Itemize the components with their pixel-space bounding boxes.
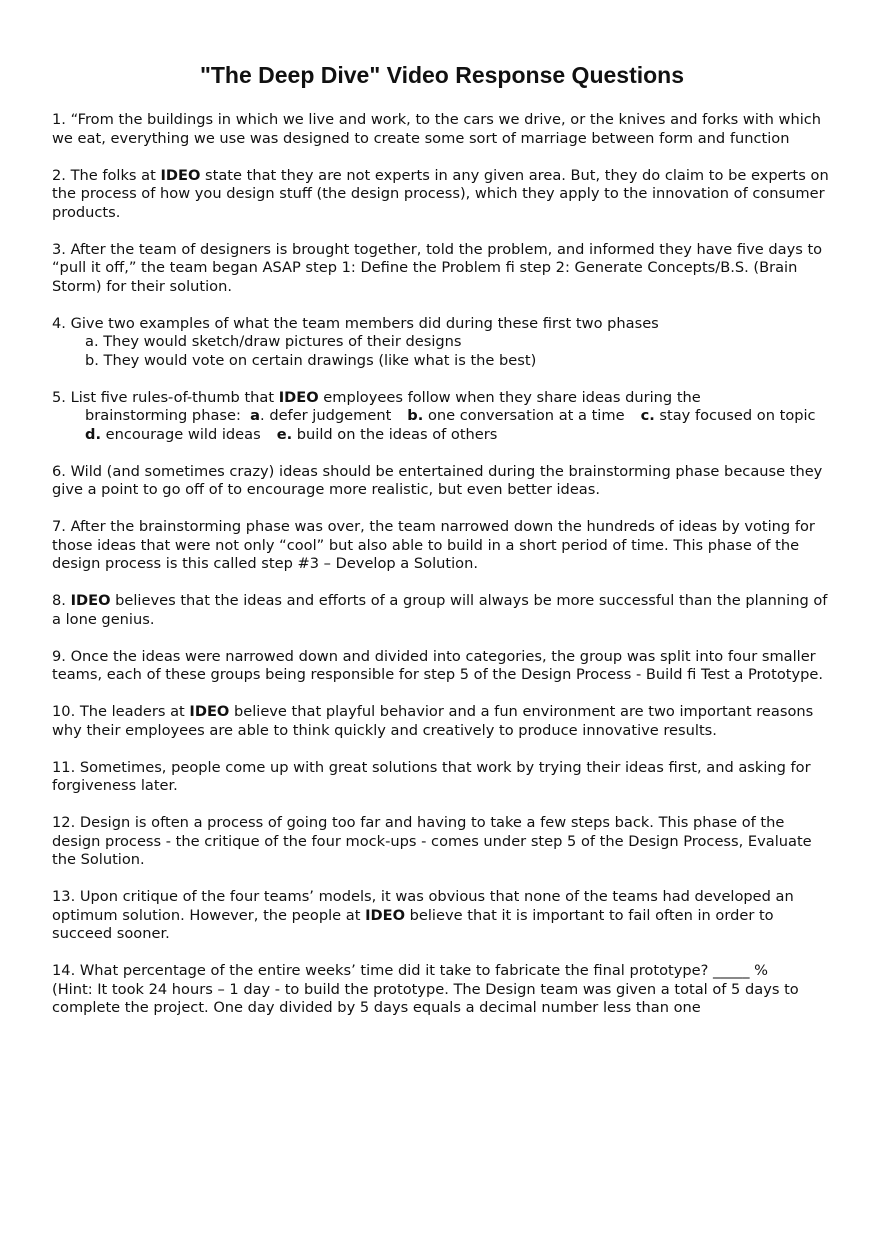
question-12-text: 12. Design is often a process of going too far and having to take a few steps back. This phase of the design process - the critique of the four mock-ups - comes under step 5 of the Design Process, Evaluate the Solution. [52, 814, 812, 868]
question-2 [52, 167, 832, 223]
question-10 [52, 703, 832, 740]
question-10-post: believe that playful behavior and a fun environment are two important reasons why their employees are able to think quickly and creatively to produce innovative results. [52, 703, 814, 739]
question-9-text: 9. Once the ideas were narrowed down and divided into categories, the group was split into four smaller teams, each of these groups being responsible for step 5 of the Design Process - Build ﬁ Test a Prototype. [52, 647, 823, 683]
org-name: IDEO [365, 906, 405, 924]
rule-letter: e. [276, 425, 293, 443]
question-5-post: employees follow when they share ideas during the [318, 388, 701, 406]
question-13-pre: 13. Upon critique of the four teams’ models, it was obvious that none of the teams had developed an optimum solution. However, the people at [52, 888, 794, 924]
question-13 [52, 888, 832, 944]
question-2-post: state that they are not experts in any given area. But, they do claim to be experts on the process of how you design stuff (the design process), which they apply to the innovation of consumer products. [52, 166, 829, 221]
rule-letter: d. [85, 425, 101, 443]
rule-text: one conversation at a time [427, 407, 625, 424]
question-14-text: 14. What percentage of the entire weeks’ time did it take to fabricate the final prototype? _____ % [52, 962, 768, 979]
question-2-pre: 2. The folks at [52, 166, 161, 184]
question-12 [52, 814, 832, 870]
question-8-pre: 8. [52, 592, 71, 609]
question-13-post: believe that it is important to fail often in order to succeed sooner. [52, 906, 774, 942]
question-5 [52, 389, 832, 445]
question-10-pre: 10. The leaders at [52, 703, 190, 720]
question-14-hint: (Hint: It took 24 hours – 1 day - to build the prototype. The Design team was given a total of 5 days to complete the project. One day divided by 5 days equals a decimal number less than one [52, 980, 799, 1016]
question-4-text: 4. Give two examples of what the team members did during these first two phases [52, 314, 659, 332]
rule-letter: b. [407, 407, 424, 424]
question-5-rules: brainstorming phase: a. defer judgement b. one conversation at a time c. stay focused on topicd. encourage wild ideas e. build on the ideas of others [85, 407, 816, 443]
question-11-text: 11. Sometimes, people come up with great solutions that work by trying their ideas first, and asking for forgiveness later. [52, 758, 811, 794]
org-name: IDEO [160, 166, 201, 184]
org-name: IDEO [278, 388, 319, 406]
question-4-answer-a: a. They would sketch/draw pictures of their designs [85, 333, 462, 350]
rule-letter: a [250, 407, 261, 424]
rule-text: stay focused on topic [659, 407, 816, 424]
question-5-phase: brainstorming phase: [85, 407, 241, 424]
question-9 [52, 648, 832, 685]
question-4-answer-b: b. They would vote on certain drawings (like what is the best) [85, 351, 537, 369]
question-1-text: 1. “From the buildings in which we live and work, to the cars we drive, or the knives and forks with which we eat, everything we use was designed to create some sort of marriage between form and function [52, 111, 822, 147]
question-5-pre: 5. List five rules-of-thumb that [52, 388, 279, 406]
org-name: IDEO [70, 592, 111, 609]
rule-letter: c. [640, 407, 655, 424]
question-6-text: 6. Wild (and sometimes crazy) ideas should be entertained during the brainstorming phase because they give a point to go off of to encourage more realistic, but even better ideas. [52, 462, 823, 498]
question-11 [52, 759, 832, 796]
question-7 [52, 518, 832, 574]
question-1 [52, 111, 832, 148]
question-6 [52, 463, 832, 500]
document-page [52, 62, 832, 1036]
rule-text: encourage wild ideas [105, 425, 261, 443]
question-8 [52, 592, 832, 629]
question-7-text: 7. After the brainstorming phase was over, the team narrowed down the hundreds of ideas by voting for those ideas that were not only “cool” but also able to build in a short period of time. This phase of the design process is this called step #3 – Develop a Solution. [52, 518, 815, 572]
page-title: "The Deep Dive" Video Response Questions [199, 62, 685, 88]
org-name: IDEO [189, 703, 230, 720]
rule-text: build on the ideas of others [296, 425, 498, 443]
question-8-post: believes that the ideas and efforts of a group will always be more successful than the planning of a lone genius. [52, 592, 828, 628]
question-3-text: 3. After the team of designers is brought together, told the problem, and informed they have five days to “pull it off,” the team began ASAP step 1: Define the Problem ﬁ step 2: Generate Concepts/B.S. (Brain Storm) for their solution. [52, 240, 823, 295]
rule-text: defer judgement [269, 407, 392, 424]
question-14 [52, 962, 832, 1018]
question-3 [52, 241, 832, 297]
question-4 [52, 315, 832, 371]
